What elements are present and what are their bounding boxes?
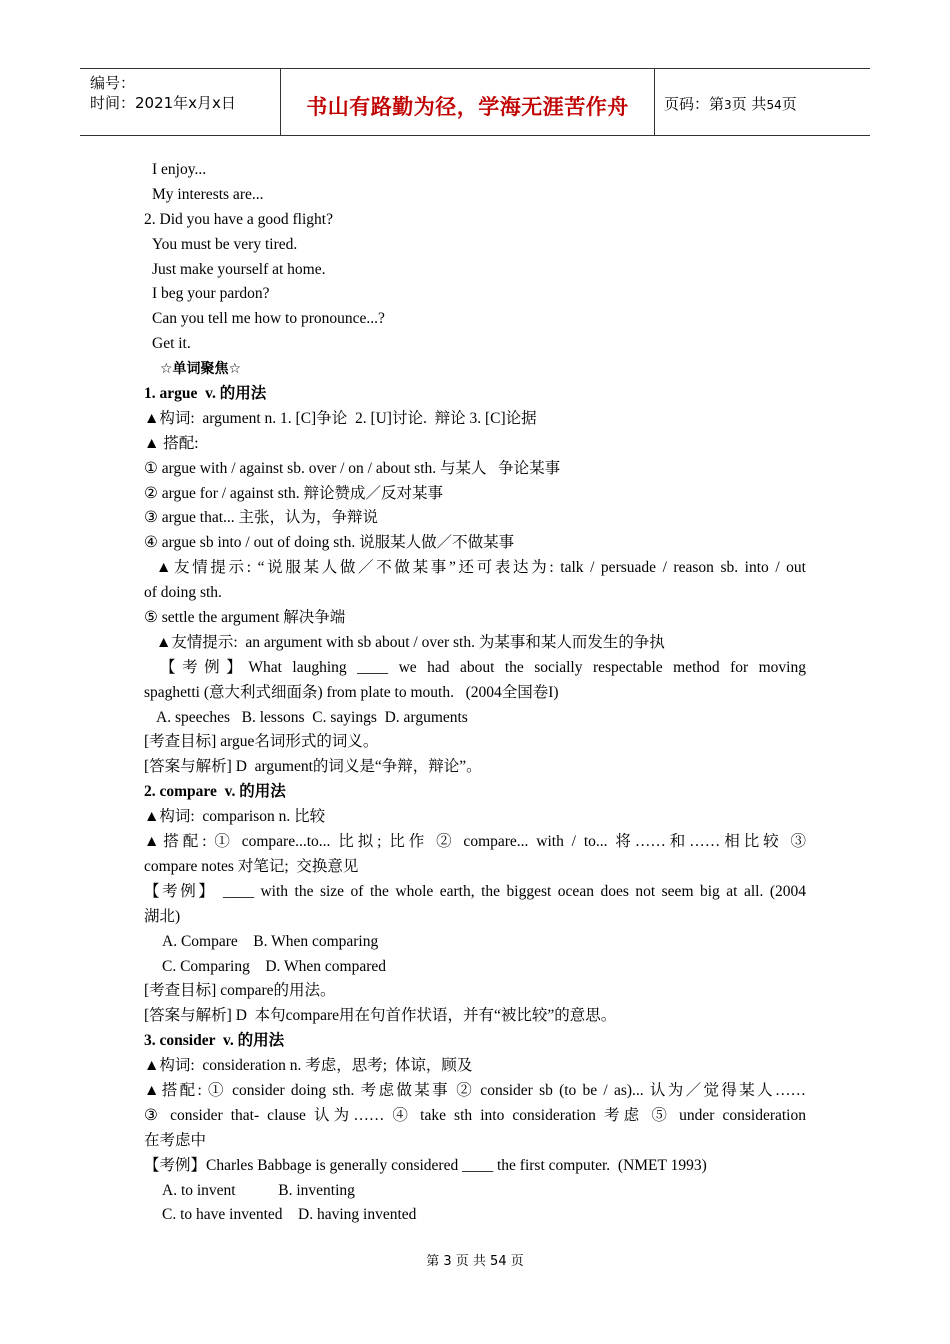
page-prefix: 页码：第 [664,95,725,113]
text-line: ③ consider that- clause 认为…… ④ take sth into consideration 考虑 ⑤ under consideration [144,1106,806,1124]
text-line: of doing sth. [144,584,222,602]
text-line: ▲构词: comparison n. 比较 [144,808,326,826]
number-label: 编号： [90,74,136,92]
text-line: Get it. [152,335,191,353]
text-line: 2. Did you have a good flight? [144,210,333,228]
exam-example: 【考例】 ____ with the size of the whole earth, the biggest ocean does not seem big at all. (2004 [144,882,806,900]
text-line: 湖北) [144,907,181,925]
text-line: ▲构词: argument n. 1. [C]争论 2. [U]讨论. 辩论 3. [C]论据 [144,409,537,427]
text-line: compare notes 对笔记; 交换意见 [144,857,359,875]
exam-example: 【考例】What laughing ____ we had about the socially respectable method for moving [160,658,806,676]
page-total: 54 [766,98,782,112]
word-heading: 3. consider v. 的用法 [144,1032,285,1050]
text-line: ▲构词: consideration n. 考虑，思考; 体谅，顾及 [144,1057,473,1075]
exam-example: 【考例】Charles Babbage is generally considered ____ the first computer. (NMET 1993) [144,1156,707,1174]
header-meta [80,69,281,135]
text-line: I beg your pardon? [152,285,270,303]
text-line: You must be very tired. [152,235,298,253]
text-line: ④ argue sb into / out of doing sth. 说服某人做／不做某事 [144,534,515,552]
text-line: [答案与解析] D argument的词义是“争辩，辩论”。 [144,758,482,776]
text-line: ▲搭配: ① consider doing sth. 考虑做某事 ② consider sb (to be / as)... 认为／觉得某人…… [144,1081,806,1099]
text-line: [考查目标] argue名词形式的词义。 [144,733,379,751]
page-header [80,68,870,136]
header-page-indicator [655,69,870,135]
text-line: ⑤ settle the argument 解决争端 [144,609,346,627]
section-heading: ☆单词聚焦☆ [160,361,242,378]
answer-options: A. to invent B. inventing [162,1181,355,1199]
text-line: ① argue with / against sb. over / on / about sth. 与某人 争论某事 [144,459,561,477]
word-heading: 1. argue v. 的用法 [144,385,267,403]
page-suffix: 页 [781,95,797,113]
text-line: ③ argue that... 主张，认为，争辩说 [144,509,379,527]
text-line: ▲搭配: ① compare...to... 比拟; 比作 ② compare... with / to... 将……和……相比较 ③ [144,833,806,851]
text-line: Can you tell me how to pronounce...? [152,310,385,328]
page-mid: 页 共 [731,95,767,113]
text-line: Just make yourself at home. [152,260,326,278]
page-footer: 第 3 页 共 54 页 [426,1254,524,1269]
page-current: 3 [724,98,732,112]
text-line: ▲友情提示: “说服某人做／不做某事”还可表达为: talk / persuade / reason sb. into / out [156,559,806,577]
text-line: 在考虑中 [144,1131,207,1149]
motto-text: 书山有路勤为径，学海无涯苦作舟 [306,95,629,119]
text-line: My interests are... [152,185,264,203]
date-label: 时间：2021年x月x日 [90,94,236,112]
text-line: ▲友情提示: an argument with sb about / over sth. 为某事和某人而发生的争执 [156,633,665,651]
text-line: ② argue for / against sth. 辩论赞成／反对某事 [144,484,444,502]
text-line: I enjoy... [152,161,207,178]
header-motto [281,69,655,135]
word-heading: 2. compare v. 的用法 [144,783,286,801]
text-line: [答案与解析] D 本句compare用在句首作状语，并有“被比较”的意思。 [144,1007,617,1025]
text-line: ▲ 搭配: [144,434,199,452]
answer-options: C. Comparing D. When compared [162,957,386,975]
answer-options: C. to have invented D. having invented [162,1206,417,1224]
text-line: spaghetti (意大利式细面条) from plate to mouth. (2004全国卷I) [144,683,559,701]
answer-options: A. speeches B. lessons C. sayings D. arguments [156,708,468,726]
answer-options: A. Compare B. When comparing [162,932,379,950]
document-body [144,158,806,1228]
text-line: [考查目标] compare的用法。 [144,982,336,1000]
